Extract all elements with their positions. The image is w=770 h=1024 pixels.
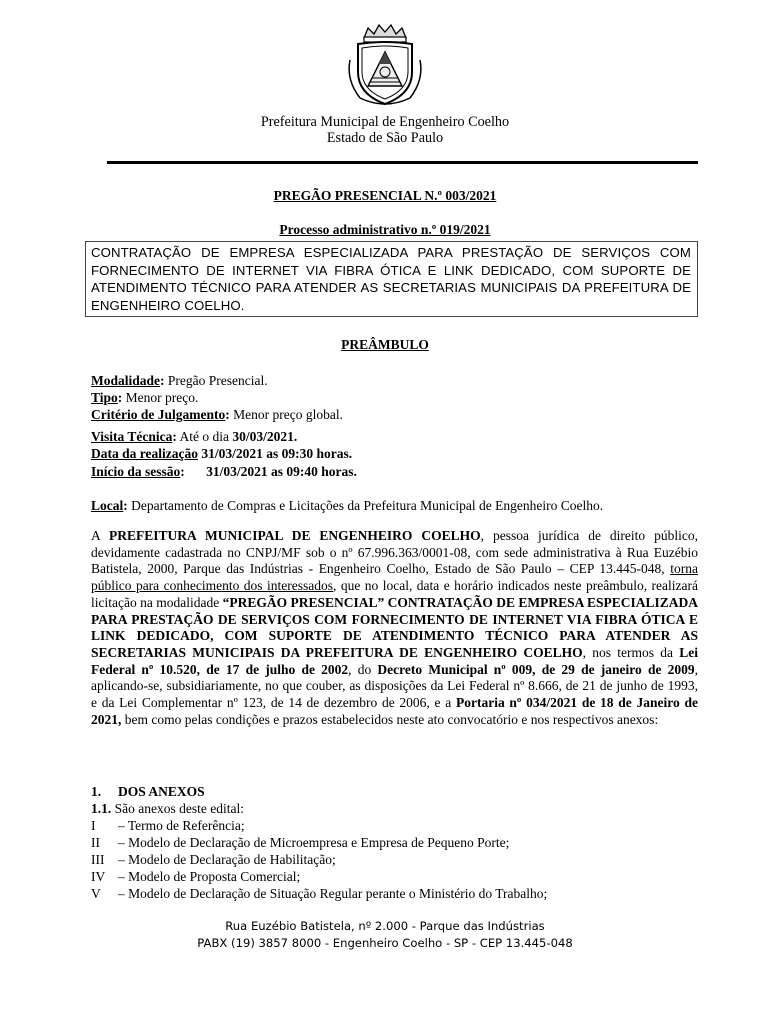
footer-contact: PABX (19) 3857 8000 - Engenheiro Coelho - SP - CEP 13.445-048 [197,936,573,950]
section-1-1-text: São anexos deste edital: [114,801,244,816]
realizacao-label: Data da realização [91,446,198,461]
preamble-paragraph [91,528,698,728]
para-object-bold: “PREGÃO PRESENCIAL” CONTRATAÇÃO DE EMPRESA ESPECIALIZADA PARA PRESTAÇÃO DE SERVIÇOS COM FORNECIMENTO DE INTERNET VIA FIBRA ÓTICA E LINK DEDICADO, COM SUPORTE DE ATENDIMENTO TÉCNICO PARA ATENDER AS SECRETARIAS MUNICIPAIS DA PREFEITURA DE ENGENHEIRO COELHO [91,594,699,660]
para-text: , que no local, data e horário indicados neste preâmbulo, realizará licitação na modalidade [91,578,698,610]
visita-date: 30/03/2021. [232,429,298,444]
annex-item [91,835,711,852]
local-value: Departamento de Compras e Licitações da Prefeitura Municipal de Engenheiro Coelho. [131,498,604,513]
annex-text: – Termo de Referência; [118,818,245,833]
footer-address: Rua Euzébio Batistela, nº 2.000 - Parque das Indústrias [225,919,545,933]
process-number: Processo administrativo n.º 019/2021 [279,222,491,237]
modalidade-value: Pregão Presencial. [167,373,268,388]
para-ordinance-reference: Portaria nº 034/2021 de 18 de Janeiro de 2021, [91,695,698,727]
para-text: , do [348,661,378,677]
annex-number: IV [91,869,106,884]
header-municipality: Prefeitura Municipal de Engenheiro Coelho [260,114,510,130]
annex-number: I [91,818,96,833]
visita-prefix: Até o dia [179,429,230,444]
para-law-reference: Lei Federal nº 10.520, de 17 de julho de 2002 [91,644,698,677]
annex-item [91,869,711,886]
criterio-label: Critério de Julgamento [91,407,226,422]
para-text: bem como pelas condições e prazos estabelecidos neste ato convocatório e nos respectivos anexos: [121,711,659,727]
modalidade-line: Modalidade: Pregão Presencial. [91,373,268,388]
inicio-label: Início da sessão [91,464,181,479]
inicio-value: 31/03/2021 as 09:40 horas. [206,464,357,479]
visita-label: Visita Técnica [91,429,173,444]
para-underlined-text: torna público para conhecimento dos interessados [91,561,698,594]
annex-text: – Modelo de Declaração de Microempresa e Empresa de Pequeno Porte; [118,835,510,850]
annex-number: II [91,835,100,850]
tipo-label: Tipo [91,390,118,405]
header-divider [107,161,698,164]
annex-text: – Modelo de Declaração de Habilitação; [118,852,336,867]
section-1-1 [91,801,244,818]
local-line: Local: Departamento de Compras e Licitações da Prefeitura Municipal de Engenheiro Coelho. [91,498,604,513]
para-text: , pessoa jurídica de direito público, devidamente cadastrada no CNPJ/MF sob o nº 67.996.363/0001-08, com sede administrativa à Rua Euzébio Batistela, 2000, Parque das Indústrias - Engenheiro Coelho, Estado de São Paulo – CEP 13.445-048, [91,528,698,577]
annex-number: III [91,852,105,867]
modalidade-label: Modalidade [91,373,161,388]
local-label: Local [91,498,124,513]
document-title: PREGÃO PRESENCIAL N.º 003/2021 [273,188,497,203]
criterio-value: Menor preço global. [233,407,343,422]
object-description-box: CONTRATAÇÃO DE EMPRESA ESPECIALIZADA PARA PRESTAÇÃO DE SERVIÇOS COM FORNECIMENTO DE INTERNET VIA FIBRA ÓTICA E LINK DEDICADO, COM SUPORTE DE ATENDIMENTO TÉCNICO PARA ATENDER AS SECRETARIAS MUNICIPAIS DA PREFEITURA DE ENGENHEIRO COELHO. [85,241,698,317]
annex-item [91,852,711,869]
tipo-line: Tipo: Menor preço. [91,390,199,405]
annex-text: – Modelo de Declaração de Situação Regular perante o Ministério do Trabalho; [118,886,548,901]
para-decree-reference: Decreto Municipal nº 009, de 29 de janeiro de 2009 [377,661,695,677]
section-1-heading [91,784,205,801]
section-1-title: DOS ANEXOS [118,784,205,799]
para-text: , aplicando-se, subsidiariamente, no que couber, as disposições da Lei Federal nº 8.666, de 21 de junho de 1993, e da Lei Complementar nº 123, de 14 de dezembro de 2006, e a [91,661,699,711]
municipal-coat-of-arms [342,20,428,108]
annex-text: – Modelo de Proposta Comercial; [118,869,301,884]
section-1-1-number: 1.1. [91,801,112,816]
inicio-line: Início da sessão: 31/03/2021 as 09:40 horas. [91,464,357,479]
realizacao-value: 31/03/2021 as 09:30 horas. [201,446,353,461]
annex-item [91,818,711,835]
para-entity-name: PREFEITURA MUNICIPAL DE ENGENHEIRO COELHO [108,528,481,543]
header-state: Estado de São Paulo [326,130,444,146]
visita-line: Visita Técnica: Até o dia 30/03/2021. [91,429,298,444]
annex-number: V [91,886,101,901]
annex-item [91,886,711,903]
para-text: , nos termos da [582,644,680,660]
section-1-number: 1. [91,784,102,799]
preamble-heading: PREÂMBULO [341,337,429,352]
para-text: A [91,528,109,543]
realizacao-line [91,445,352,462]
criterio-line: Critério de Julgamento: Menor preço global. [91,407,343,422]
tipo-value: Menor preço. [125,390,199,405]
